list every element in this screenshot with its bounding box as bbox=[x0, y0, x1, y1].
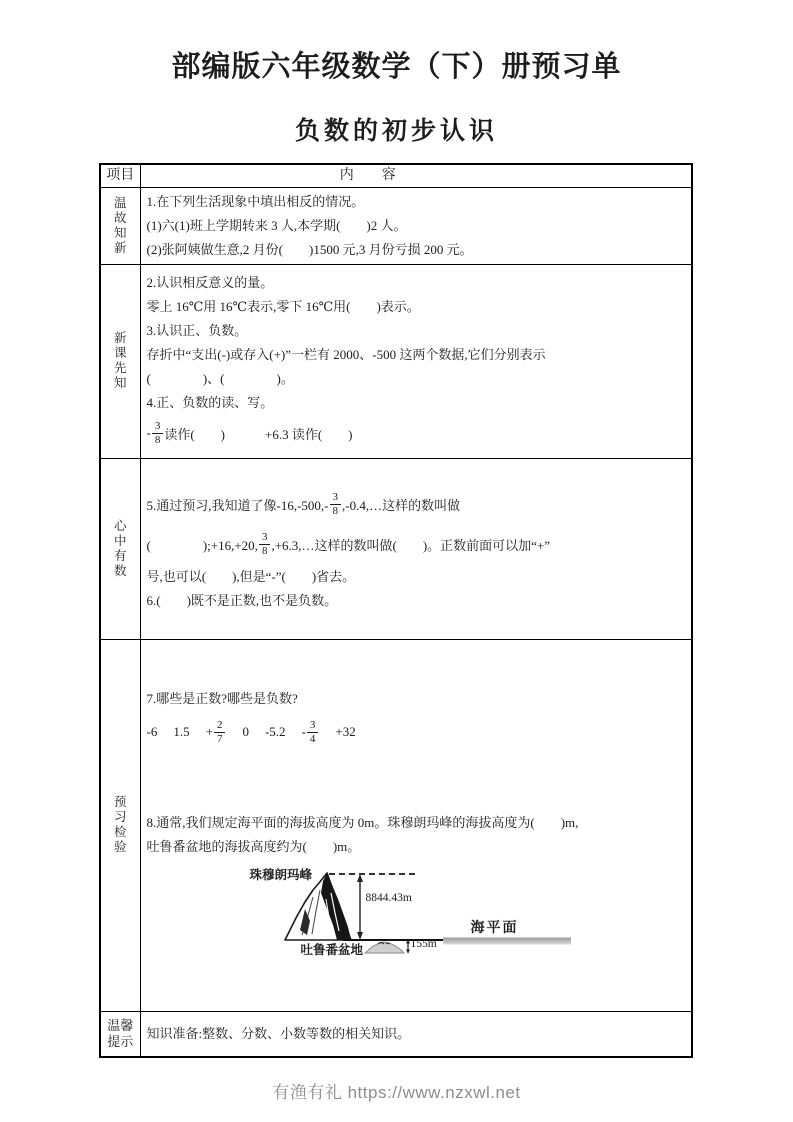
row-label-text: 温故知新 bbox=[114, 195, 127, 255]
basin-arrowhead-bottom bbox=[406, 950, 410, 954]
fraction-3-8 bbox=[259, 532, 271, 557]
altitude-diagram bbox=[247, 863, 699, 963]
row-label-text: 心中有数 bbox=[114, 518, 127, 578]
question-line: 3.认识正、负数。 bbox=[146, 323, 248, 338]
fraction-2-7 bbox=[214, 720, 226, 745]
question-line-fraction bbox=[147, 415, 688, 451]
question-line: 8.通常,我们规定海平面的海拔高度为 0m。珠穆朗玛峰的海拔高度为( )m, bbox=[146, 815, 579, 830]
fraction-3-8 bbox=[330, 492, 342, 517]
question-line: 7.哪些是正数?哪些是负数? bbox=[146, 691, 298, 706]
read-as-blank: +6.3 读作( ) bbox=[265, 426, 353, 442]
plus-sign: + bbox=[205, 724, 213, 739]
altitude-arrowhead-top bbox=[357, 874, 363, 882]
page-title: 部编版六年级数学（下）册预习单 bbox=[171, 51, 622, 83]
row-label-review bbox=[100, 187, 140, 264]
question-text: ( );+16,+20, bbox=[146, 538, 258, 553]
question-line: 吐鲁番盆地的海拔高度约为( )m。 bbox=[146, 839, 361, 854]
negative-sign: - bbox=[146, 425, 151, 440]
fraction-numerator: 3 bbox=[330, 492, 342, 505]
row-content-review bbox=[140, 187, 692, 264]
sea-level-label: 海平面 bbox=[470, 921, 519, 936]
row-label-text: 预习检验 bbox=[114, 795, 127, 854]
header-content-text: 内 容 bbox=[339, 167, 396, 183]
tips-text: 知识准备:整数、分数、小数等数的相关知识。 bbox=[146, 1025, 411, 1041]
row-content-tips bbox=[140, 1011, 692, 1057]
question-line: 号,也可以( ),但是“-”( )省去。 bbox=[146, 568, 356, 584]
number-item: 1.5 bbox=[173, 724, 190, 739]
question-text: ,+6.3,…这样的数叫做( )。正数前面可以加“+” bbox=[271, 538, 551, 553]
question-line: 零上 16℃用 16℃表示,零下 16℃用( )表示。 bbox=[146, 299, 420, 314]
row-mind bbox=[100, 458, 692, 639]
footer-watermark: 有渔有礼 https://www.nzxwl.net bbox=[272, 1083, 521, 1102]
row-label-text: 新课先知 bbox=[114, 331, 127, 390]
fraction-numerator: 3 bbox=[307, 720, 319, 733]
question-line: (1)六(1)班上学期转来 3 人,本学期( )2 人。 bbox=[146, 217, 407, 233]
fraction-denominator: 8 bbox=[332, 505, 338, 517]
question-text: 5.通过预习,我知道了像-16,-500,- bbox=[146, 498, 329, 513]
basin-hill bbox=[365, 942, 404, 953]
worksheet-table bbox=[99, 163, 693, 1058]
question-line-fraction bbox=[147, 525, 688, 565]
row-content-preview bbox=[140, 264, 692, 458]
basin-height-label: 155m bbox=[410, 938, 437, 950]
fraction-denominator: 8 bbox=[154, 433, 161, 446]
number-item: +32 bbox=[335, 724, 356, 739]
peak-label: 珠穆朗玛峰 bbox=[249, 868, 313, 882]
page-subtitle: 负数的初步认识 bbox=[294, 118, 498, 145]
number-item: -6 bbox=[146, 724, 158, 739]
question-line: 4.正、负数的读、写。 bbox=[146, 395, 274, 410]
number-item: -5.2 bbox=[264, 724, 286, 739]
question-line: ( )、( )。 bbox=[146, 371, 294, 386]
header-cell-content bbox=[140, 164, 692, 187]
row-tips bbox=[100, 1011, 692, 1057]
question-line: 2.认识相反意义的量。 bbox=[146, 275, 274, 290]
fraction-numerator: 3 bbox=[152, 421, 164, 434]
question-line: 1.在下列生活现象中填出相反的情况。 bbox=[146, 193, 365, 209]
fraction-denominator: 4 bbox=[309, 732, 316, 745]
fraction-numerator: 3 bbox=[259, 532, 271, 545]
number-item-fraction bbox=[302, 720, 320, 745]
blank-space bbox=[147, 749, 688, 811]
negative-sign: - bbox=[301, 724, 306, 739]
row-label-preview bbox=[100, 264, 140, 458]
header-cell-item: 项目 bbox=[100, 164, 140, 187]
row-label-check bbox=[100, 639, 140, 1011]
question-line-fraction bbox=[147, 485, 688, 525]
row-check bbox=[100, 639, 692, 1011]
fraction-numerator: 2 bbox=[214, 720, 226, 733]
question-line: 存折中“支出(-)或存入(+)”一栏有 2000、-500 这两个数据,它们分别表示 bbox=[146, 347, 546, 362]
question-line: 6.( )既不是正数,也不是负数。 bbox=[146, 592, 338, 608]
number-list bbox=[147, 715, 688, 749]
basin-label: 吐鲁番盆地 bbox=[300, 943, 364, 957]
fraction-3-4 bbox=[307, 720, 319, 745]
fraction-denominator: 8 bbox=[261, 545, 268, 557]
row-preview bbox=[100, 264, 692, 458]
fraction-3-8 bbox=[152, 421, 164, 446]
row-label-tips bbox=[100, 1011, 140, 1057]
row-content-mind bbox=[140, 458, 692, 639]
row-content-check bbox=[140, 639, 692, 1011]
number-item-fraction bbox=[206, 720, 227, 745]
question-line: (2)张阿姨做生意,2 月份( )1500 元,3 月份亏损 200 元。 bbox=[146, 241, 473, 257]
row-review bbox=[100, 187, 692, 264]
row-label-text: 温馨提示 bbox=[107, 1017, 134, 1049]
question-text: ,-0.4,…这样的数叫做 bbox=[342, 498, 461, 513]
fraction-denominator: 7 bbox=[216, 732, 223, 745]
row-label-mind bbox=[100, 458, 140, 639]
height-label: 8844.43m bbox=[365, 892, 412, 904]
table-header-row bbox=[100, 164, 692, 187]
read-as-blank: 读作( ) bbox=[164, 426, 226, 442]
sea-band bbox=[443, 938, 571, 945]
altitude-arrowhead-bottom bbox=[357, 932, 363, 940]
number-item: 0 bbox=[242, 724, 249, 739]
